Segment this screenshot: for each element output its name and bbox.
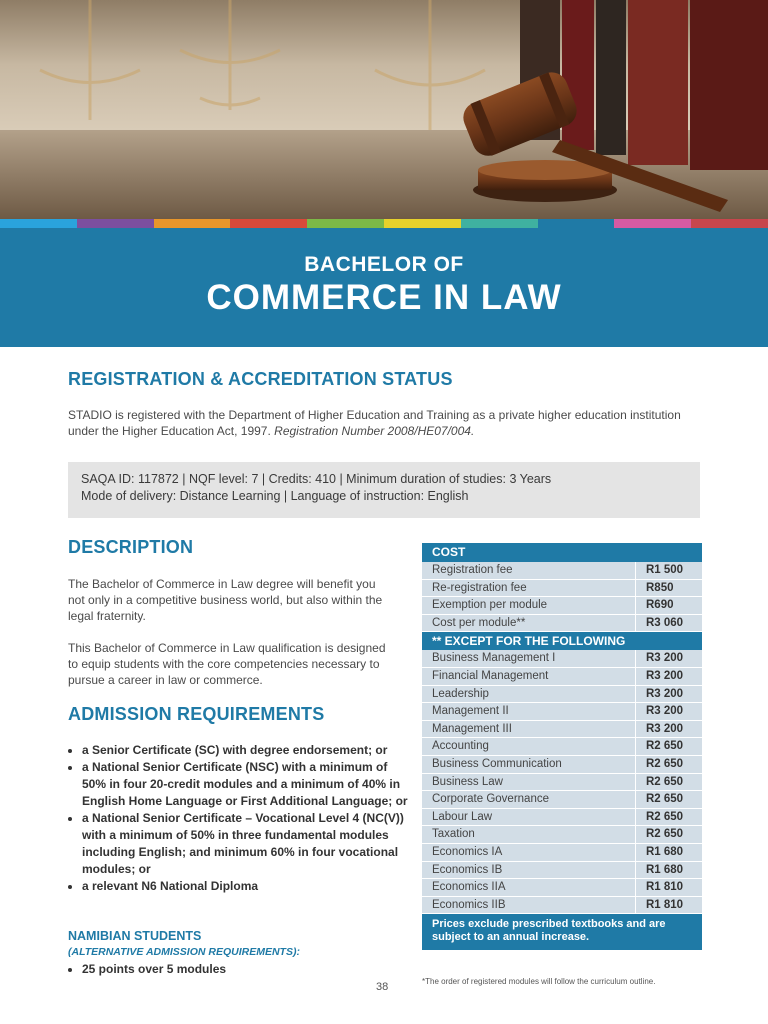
admission-heading: ADMISSION REQUIREMENTS	[68, 704, 325, 724]
cost-row	[422, 615, 702, 633]
cost-item-name: Economics IIB	[422, 897, 636, 914]
admission-item: • a National Senior Certificate – Vocational Level 4 (NC(V)) with a minimum of 50% in three fundamental modules including English; and minimum 60% in four vocational modules; or	[82, 810, 412, 878]
cost-item-value: R2 650	[646, 775, 684, 788]
namibian-item: • 25 points over 5 modules	[82, 961, 226, 978]
cost-item-name: Management II	[422, 703, 636, 720]
stripe-segment	[230, 219, 307, 228]
cost-row	[422, 756, 702, 774]
stripe-segment	[154, 219, 231, 228]
registration-text	[68, 407, 708, 439]
cost-item-name: Business Law	[422, 774, 636, 791]
registration-number: Registration Number 2008/HE07/004.	[274, 424, 475, 438]
namibian-subheading: (ALTERNATIVE ADMISSION REQUIREMENTS):	[68, 946, 300, 958]
cost-row	[422, 738, 702, 756]
cost-row	[422, 580, 702, 598]
cost-item-name: Economics IB	[422, 862, 636, 879]
cost-item-value: R3 200	[646, 705, 684, 718]
cost-item-name: Re-registration fee	[422, 580, 636, 597]
stripe-segment	[307, 219, 384, 228]
admission-item: • a relevant N6 National Diploma	[82, 878, 412, 895]
cost-item-value: R1 500	[646, 564, 684, 576]
saqa-info-box	[68, 462, 700, 518]
admission-item: • a National Senior Certificate (NSC) with a minimum of 50% in four 20-credit modules and a minimum of 40% in English Home Language or First Additional Language; or	[82, 759, 412, 810]
cost-row	[422, 562, 702, 580]
saqa-line-1: SAQA ID: 117872 | NQF level: 7 | Credits: 410 | Minimum duration of studies: 3 Years	[81, 472, 552, 486]
cost-item-name: Economics IIA	[422, 879, 636, 896]
cost-table	[422, 543, 702, 950]
title-banner	[0, 228, 768, 347]
cost-item-name: Management III	[422, 721, 636, 738]
cost-item-value: R850	[646, 581, 674, 594]
footnote: *The order of registered modules will follow the curriculum outline.	[422, 977, 656, 986]
except-header: ** EXCEPT FOR THE FOLLOWING	[422, 632, 702, 650]
description-heading: DESCRIPTION	[68, 537, 194, 557]
cost-row	[422, 668, 702, 686]
cost-item-name: Registration fee	[422, 562, 636, 579]
cost-row	[422, 809, 702, 827]
stripe-segment	[77, 219, 154, 228]
saqa-line-2: Mode of delivery: Distance Learning | Language of instruction: English	[81, 489, 469, 503]
stripe-segment	[538, 219, 615, 228]
cost-row	[422, 774, 702, 792]
cost-row	[422, 844, 702, 862]
cost-row	[422, 791, 702, 809]
stripe-segment	[461, 219, 538, 228]
cost-item-name: Accounting	[422, 738, 636, 755]
cost-item-value: R3 200	[646, 652, 684, 665]
description-text	[68, 576, 386, 704]
cost-item-value: R1 810	[646, 881, 684, 894]
banner-subtitle: BACHELOR OF	[304, 253, 464, 276]
cost-item-name: Labour Law	[422, 809, 636, 826]
cost-item-value: R2 650	[646, 810, 684, 823]
description-paragraph-2: This Bachelor of Commerce in Law qualification is designed to equip students with the core competencies necessary to pursue a career in law or commerce.	[68, 641, 386, 687]
cost-item-value: R3 200	[646, 722, 684, 735]
cost-row	[422, 686, 702, 704]
cost-row	[422, 650, 702, 668]
cost-item-value: R1 680	[646, 863, 684, 876]
cost-item-name: Economics IA	[422, 844, 636, 861]
cost-item-value: R2 650	[646, 828, 684, 841]
cost-row	[422, 826, 702, 844]
cost-item-value: R3 200	[646, 687, 684, 700]
stripe-segment	[691, 219, 768, 228]
cost-row	[422, 597, 702, 615]
banner-title: COMMERCE IN LAW	[206, 278, 562, 317]
cost-item-name: Exemption per module	[422, 597, 636, 614]
page-number: 38	[376, 981, 389, 993]
cost-item-name: Cost per module**	[422, 615, 636, 632]
cost-item-value: R2 650	[646, 757, 684, 770]
namibian-list	[67, 961, 226, 978]
cost-item-value: R2 650	[646, 740, 684, 753]
cost-item-value: R3 060	[646, 616, 684, 629]
cost-item-name: Taxation	[422, 826, 636, 843]
cost-item-name: Leadership	[422, 686, 636, 703]
cost-row	[422, 897, 702, 915]
admission-list	[67, 742, 412, 895]
hero-image	[0, 0, 768, 219]
namibian-heading: NAMIBIAN STUDENTS	[68, 929, 202, 943]
stripe-segment	[614, 219, 691, 228]
gavel-scales-illustration	[0, 0, 768, 219]
cost-item-name: Financial Management	[422, 668, 636, 685]
color-stripe	[0, 219, 768, 228]
cost-row	[422, 703, 702, 721]
cost-item-value: R2 650	[646, 793, 684, 806]
cost-item-name: Business Management I	[422, 650, 636, 667]
cost-item-name: Business Communication	[422, 756, 636, 773]
description-paragraph-1: The Bachelor of Commerce in Law degree will benefit you not only in a competitive business world, but also within the legal fraternity.	[68, 577, 383, 623]
cost-row	[422, 721, 702, 739]
cost-item-value: R1 810	[646, 898, 684, 911]
cost-footer-note: Prices exclude prescribed textbooks and are subject to an annual increase.	[422, 914, 702, 950]
cost-item-value: R1 680	[646, 845, 684, 858]
cost-item-value: R3 200	[646, 669, 684, 682]
cost-row	[422, 879, 702, 897]
admission-item: • a Senior Certificate (SC) with degree endorsement; or	[82, 742, 412, 759]
registration-heading: REGISTRATION & ACCREDITATION STATUS	[68, 369, 453, 389]
cost-row	[422, 862, 702, 880]
cost-header: COST	[422, 543, 702, 562]
cost-item-name: Corporate Governance	[422, 791, 636, 808]
stripe-segment	[384, 219, 461, 228]
cost-item-value: R690	[646, 599, 674, 612]
registration-body: STADIO is registered with the Department of Higher Education and Training as a private higher education institution under the Higher Education Act, 1997.	[68, 408, 681, 438]
stripe-segment	[0, 219, 77, 228]
